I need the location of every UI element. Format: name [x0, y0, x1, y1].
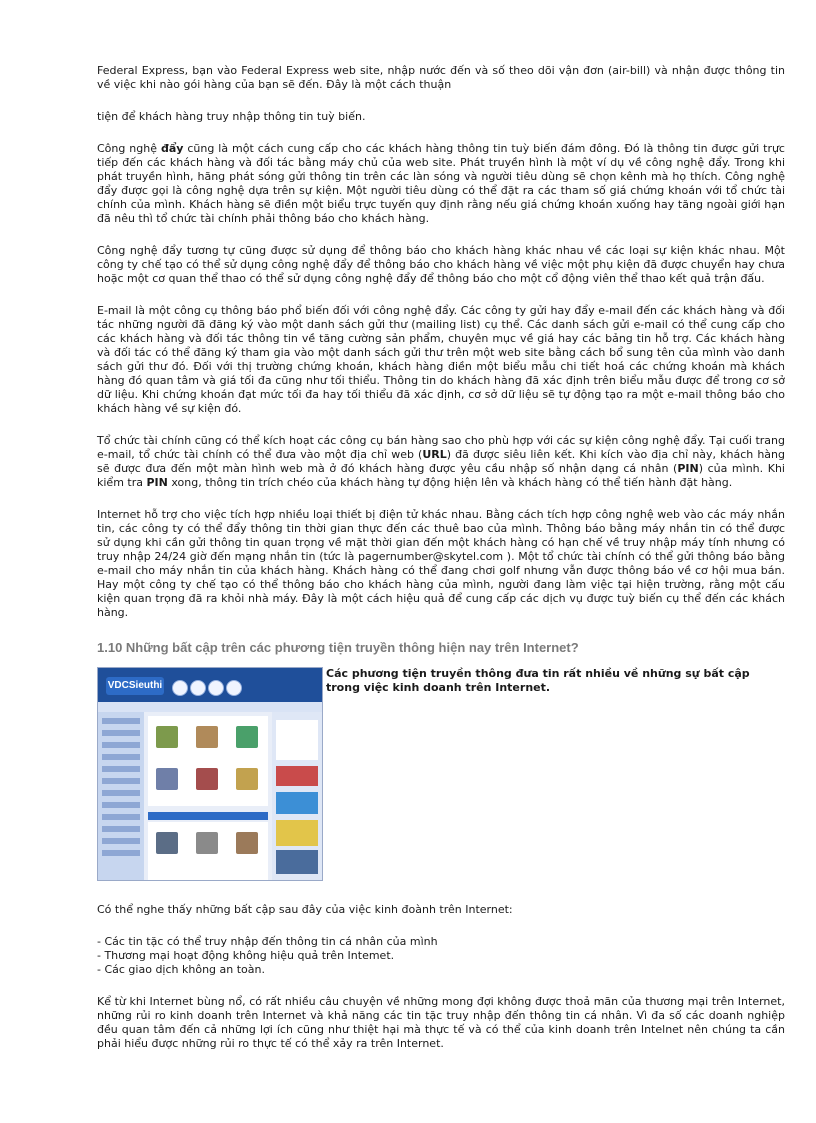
list-item: - Các tin tặc có thể truy nhập đến thông tin cá nhân của mình: [97, 935, 438, 948]
paragraph-1: Federal Express, bạn vào Federal Express web site, nhập nước đến và số theo dõi vận đơn (air-bill) và nhận được thông tin về việc khi nào gói hàng của bạn sẽ đến. Đây là một cách thuận: [97, 64, 785, 91]
paragraph-8: Có thể nghe thấy những bất cập sau đây của việc kinh đoành trên Internet:: [97, 903, 513, 916]
list-item: - Các giao dịch không an toàn.: [97, 963, 265, 976]
bold-term: URL: [422, 448, 447, 461]
figure-row: [97, 667, 785, 881]
paragraph-3: [97, 142, 785, 226]
issues-list: [97, 935, 785, 977]
paragraph-9: Kể từ khi Internet bùng nổ, có rất nhiều câu chuyện về những mong đợi không được thoả mãn của thương mại trên Internet, những rủi ro kinh doanh trên Internet và khả năng các tin tặc truy nhập đến thông tin cá nhân. Vì đa số các doanh nghiệp đều quan tâm đến cả những lợi ích cũng như thiệt hại mà thực tế và có thể của kinh doanh trên Intelnet nên chúng ta cần phải hiểu được những rủi ro thực tế có thể xảy ra trên Internet.: [97, 995, 785, 1050]
list-item: - Thương mại hoạt động không hiệu quả trên Intemet.: [97, 949, 395, 962]
bold-term: đẩy: [160, 142, 184, 155]
bold-term: PIN: [146, 476, 168, 489]
bold-term: PIN: [677, 462, 699, 475]
text-span: cũng là một cách cung cấp cho các khách hàng thông tin tuỳ biến đám đông. Đó là thông tin được gửi trực tiếp đến các khách hàng và đối tác bằng máy chủ của web site. Phát truyền hình là một ví dụ về công nghệ đẩy. Trong khi phát truyền hình, hãng phát sóng gửi thông tin trên các làn sóng và người tiêu dùng sẽ chọn kênh mà họ thích. Công nghệ đẩy được gọi là công nghệ dựa trên sự kiện. Một người tiêu dùng có thể đặt ra các tham số giá chứng khoán với tổ chức tài chính của mình. Khách hàng sẽ điền một biểu trực tuyến quy định rằng nếu giá chứng khoán xuống hay tăng ngoài giới hạn đã nêu thì tổ chức tài chính phải thông báo cho khách hàng.: [97, 142, 785, 225]
text-span: Công nghệ: [97, 142, 161, 155]
paragraph-6: [97, 434, 785, 490]
fig-logo: VDCSieuthi: [106, 677, 164, 695]
text-span: ) của mình. Khi kiểm tra: [97, 462, 785, 489]
paragraph-7: Internet hỗ trợ cho việc tích hợp nhiều loại thiết bị điện tử khác nhau. Bằng cách tích hợp công nghệ web vào các máy nhắn tin, các công ty có thể đẩy thông tin thời gian thực đến các thuê bao của mình. Thông báo bằng máy nhắn tin có thể được sử dụng khi cần gửi thông tin quan trọng về mặt thời gian đến một khách hàng có hạn chế về truy nhập máy tính nhưng có truy nhập 24/24 giờ đến mạng nhắn tin (tức là pagernumber@skytel.com ). Một tổ chức tài chính có thể gửi thông báo bằng e-mail cho máy nhắn tin của khách hàng. Khách hàng có thể đang chơi golf nhưng vẫn được thông báo về cơ hội mua bán. Hay một công ty chế tạo có thể thông báo cho khách hàng của mình, người đang làm việc tại hiện trường, rằng một cấu kiện quan trọng đã ra khỏi nhà máy. Đây là một cách hiệu quả để cung cấp các dịch vụ được tuỳ biến cụ thể đến các khách hàng.: [97, 508, 785, 619]
document-page: [97, 64, 785, 1051]
section-heading: 1.10 Những bất cập trên các phương tiện truyền thông hiện nay trên Internet?: [97, 640, 579, 655]
paragraph-5: E-mail là một công cụ thông báo phổ biến đối với công nghệ đẩy. Các công ty gửi hay đẩy e-mail đến các khách hàng và đối tác những người đã đăng ký vào một danh sách gửi thư (mailing list) cụ thể. Các danh sách gửi e-mail có thể cung cấp cho các khách hàng và đối tác thông tin về tăng cường sản phẩm, chuyên mục về giá hay các bảng tin hỗ trợ. Các khách hàng và đối tác có thể đăng ký tham gia vào một danh sách gửi thư trên một web site bằng cách bổ sung tên của mình vào danh sách gửi thư đó. Đối với thị trường chứng khoán, khách hàng điền một biểu mẫu chi tiết hoá các chứng khoán mà khách hàng đó quan tâm và giá tối đa cũng như tối thiểu. Thông tin do khách hàng đã xác định trên biểu mẫu được để trong cơ sở dữ liệu. Khi chứng khoán đạt mức tối đa hay tối thiểu đã xác định, cơ sở dữ liệu sẽ tự động tạo ra một e-mail thông báo cho khách hàng về sự kiện đó.: [97, 304, 785, 415]
figure-caption: Các phương tiện truyền thông đưa tin rất nhiều về những sự bất cập trong việc kinh doanh trên Internet.: [326, 667, 750, 694]
text-span: ) đã được siêu liên kết. Khi kích vào địa chỉ này, khách hàng sẽ được đưa đến một màn hình web mà ở đó khách hàng được yêu cầu nhập số nhận dạng cá nhân (: [97, 448, 785, 475]
text-span: Tổ chức tài chính cũng có thể kích hoạt các công cụ bán hàng sao cho phù hợp với các sự kiện công nghệ đẩy. Tại cuối trang e-mail, tổ chức tài chính có thể đưa vào một địa chỉ web (: [97, 434, 785, 461]
paragraph-4: Công nghệ đẩy tương tự cũng được sử dụng để thông báo cho khách hàng khác nhau về các loại sự kiện khác nhau. Một công ty chế tạo có thể sử dụng công nghệ đẩy để thông báo cho khách hàng về việc một phụ kiện đã được chuyển hay chưa hoặc một cơ quan thể thao có thể sử dụng công nghệ đẩy để thông báo cho một cổ động viên thể thao kết quả trận đấu.: [97, 244, 785, 285]
text-span: xong, thông tin trích chéo của khách hàng tự động hiện lên và khách hàng có thể tiến hành đặt hàng.: [167, 476, 733, 489]
website-screenshot-image: [97, 667, 323, 881]
paragraph-2: tiện để khách hàng truy nhập thông tin tuỳ biến.: [97, 110, 366, 123]
